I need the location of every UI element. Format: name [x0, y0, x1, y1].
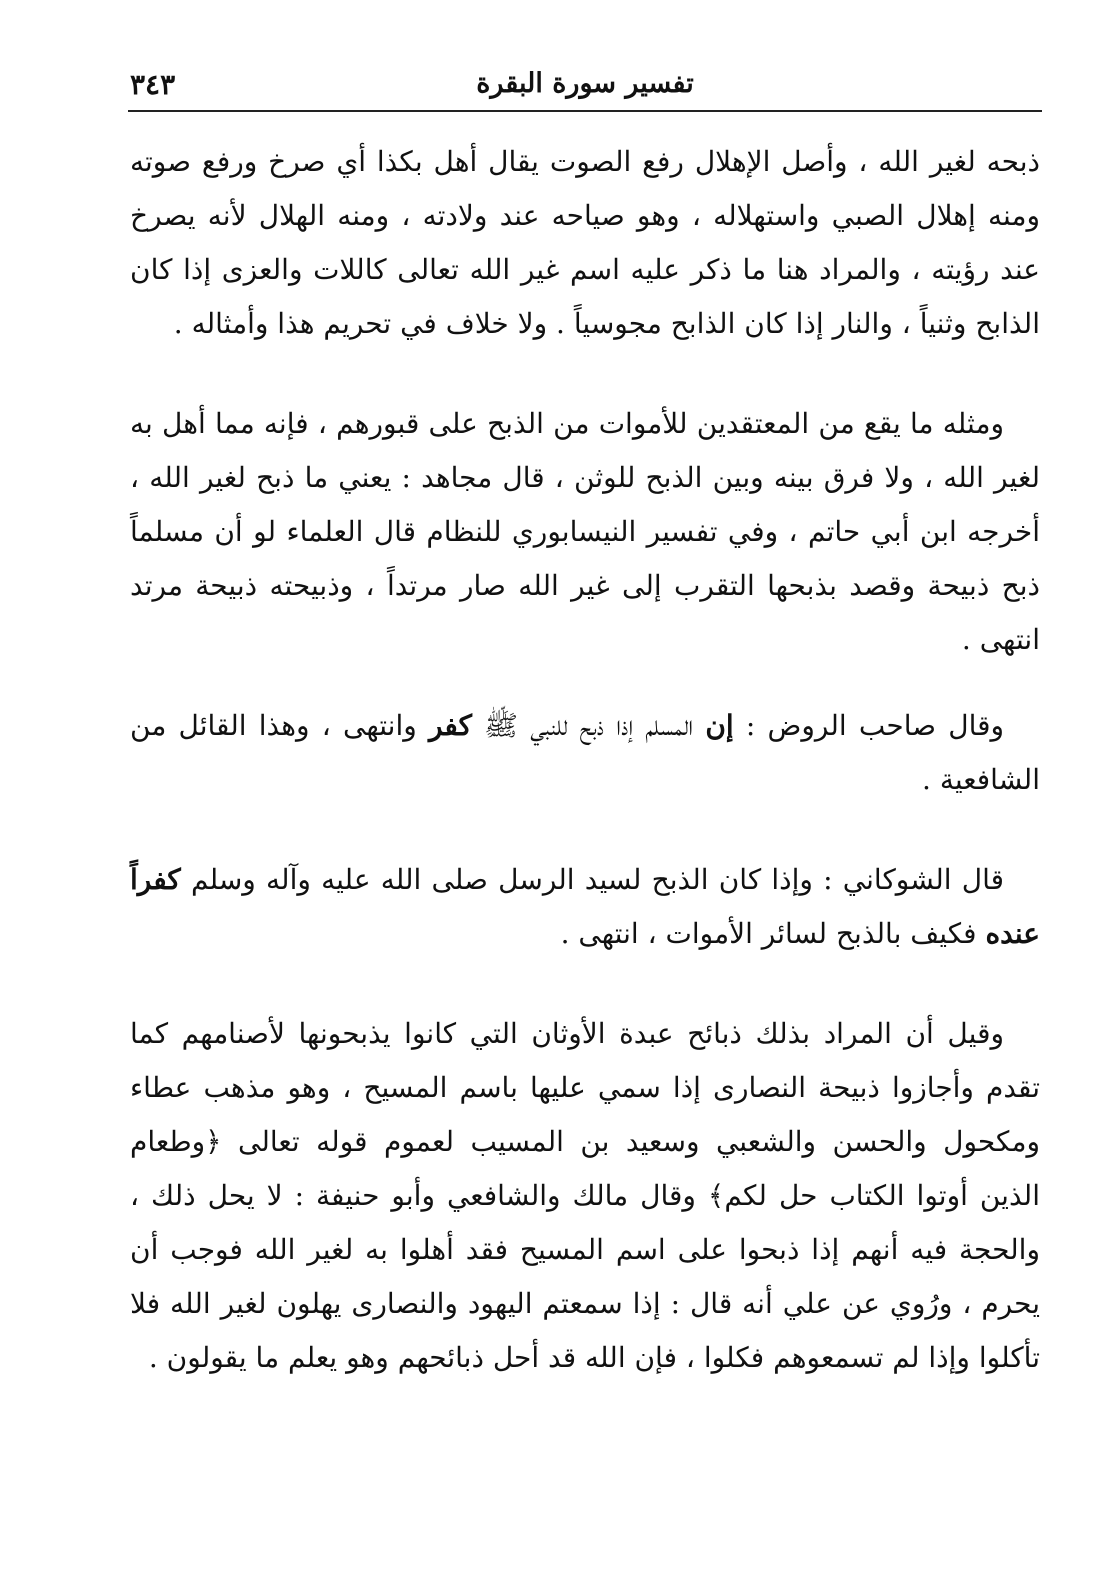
paragraph [130, 397, 1040, 667]
page-body [130, 135, 1040, 1385]
paragraph-text: المسلم إذا ذبح للنبي ﷺ [471, 709, 706, 742]
paragraph-gap [130, 351, 1040, 397]
emphasis-text: كفر [428, 709, 472, 742]
page-number: ٣٤٣ [130, 68, 176, 101]
paragraph-gap [130, 961, 1040, 1007]
paragraph-text: ذبحه لغير الله ، وأصل الإهلال رفع الصوت يقال أهل بكذا أي صرخ ورفع صوته ومنه إهلال الصبي واستهلاله ، وهو صياحه عند ولادته ، ومنه الهلال لأنه يصرخ عند رؤيته ، والمراد هنا ما ذكر عليه اسم غير الله تعالى كاللات والعزى إذا كان الذابح وثنياً ، والنار إذا كان الذابح مجوسياً . ولا خلاف في تحريم هذا وأمثاله . [130, 145, 1040, 340]
paragraph [130, 699, 1040, 807]
running-head [130, 62, 1040, 106]
paragraph-text: وقال صاحب الروض : [733, 709, 1005, 742]
emphasis-text: إن [705, 709, 734, 742]
paragraph-text: فكيف بالذبح لسائر الأموات ، انتهى . [560, 917, 986, 950]
paragraph-text: قال الشوكاني : وإذا كان الذبح لسيد الرسل صلى الله عليه وآله وسلم [180, 863, 1004, 896]
paragraph [130, 135, 1040, 351]
paragraph [130, 1007, 1040, 1385]
page-title: تفسير سورة البقرة [476, 68, 694, 99]
paragraph-gap [130, 807, 1040, 853]
paragraph-gap [130, 667, 1040, 699]
header-rule [128, 110, 1042, 112]
paragraph-text: وانتهى ، وهذا القائل من الشافعية . [130, 709, 1040, 796]
paragraph-text: وقيل أن المراد بذلك ذبائح عبدة الأوثان التي كانوا يذبحونها لأصنامهم كما تقدم وأجازوا ذبيحة النصارى إذا سمي عليها باسم المسيح ، وهو مذهب عطاء ومكحول والحسن والشعبي وسعيد بن المسيب لعموم قوله تعالى ﴿وطعام الذين أوتوا الكتاب حل لكم﴾ وقال مالك والشافعي وأبو حنيفة : لا يحل ذلك ، والحجة فيه أنهم إذا ذبحوا على اسم المسيح فقد أهلوا به لغير الله فوجب أن يحرم ، ورُوي عن علي أنه قال : إذا سمعتم اليهود والنصارى يهلون لغير الله فلا تأكلوا وإذا لم تسمعوهم فكلوا ، فإن الله قد أحل ذبائحهم وهو يعلم ما يقولون . [130, 1017, 1040, 1374]
emphasis-text: كفراً عنده [130, 863, 1040, 950]
paragraph-text: ومثله ما يقع من المعتقدين للأموات من الذبح على قبورهم ، فإنه مما أهل به لغير الله ، ولا فرق بينه وبين الذبح للوثن ، قال مجاهد : يعني ما ذبح لغير الله ، أخرجه ابن أبي حاتم ، وفي تفسير النيسابوري للنظام قال العلماء لو أن مسلماً ذبح ذبيحة وقصد بذبحها التقرب إلى غير الله صار مرتداً ، وذبيحته ذبيحة مرتد انتهى . [130, 407, 1040, 656]
paragraph [130, 853, 1040, 961]
